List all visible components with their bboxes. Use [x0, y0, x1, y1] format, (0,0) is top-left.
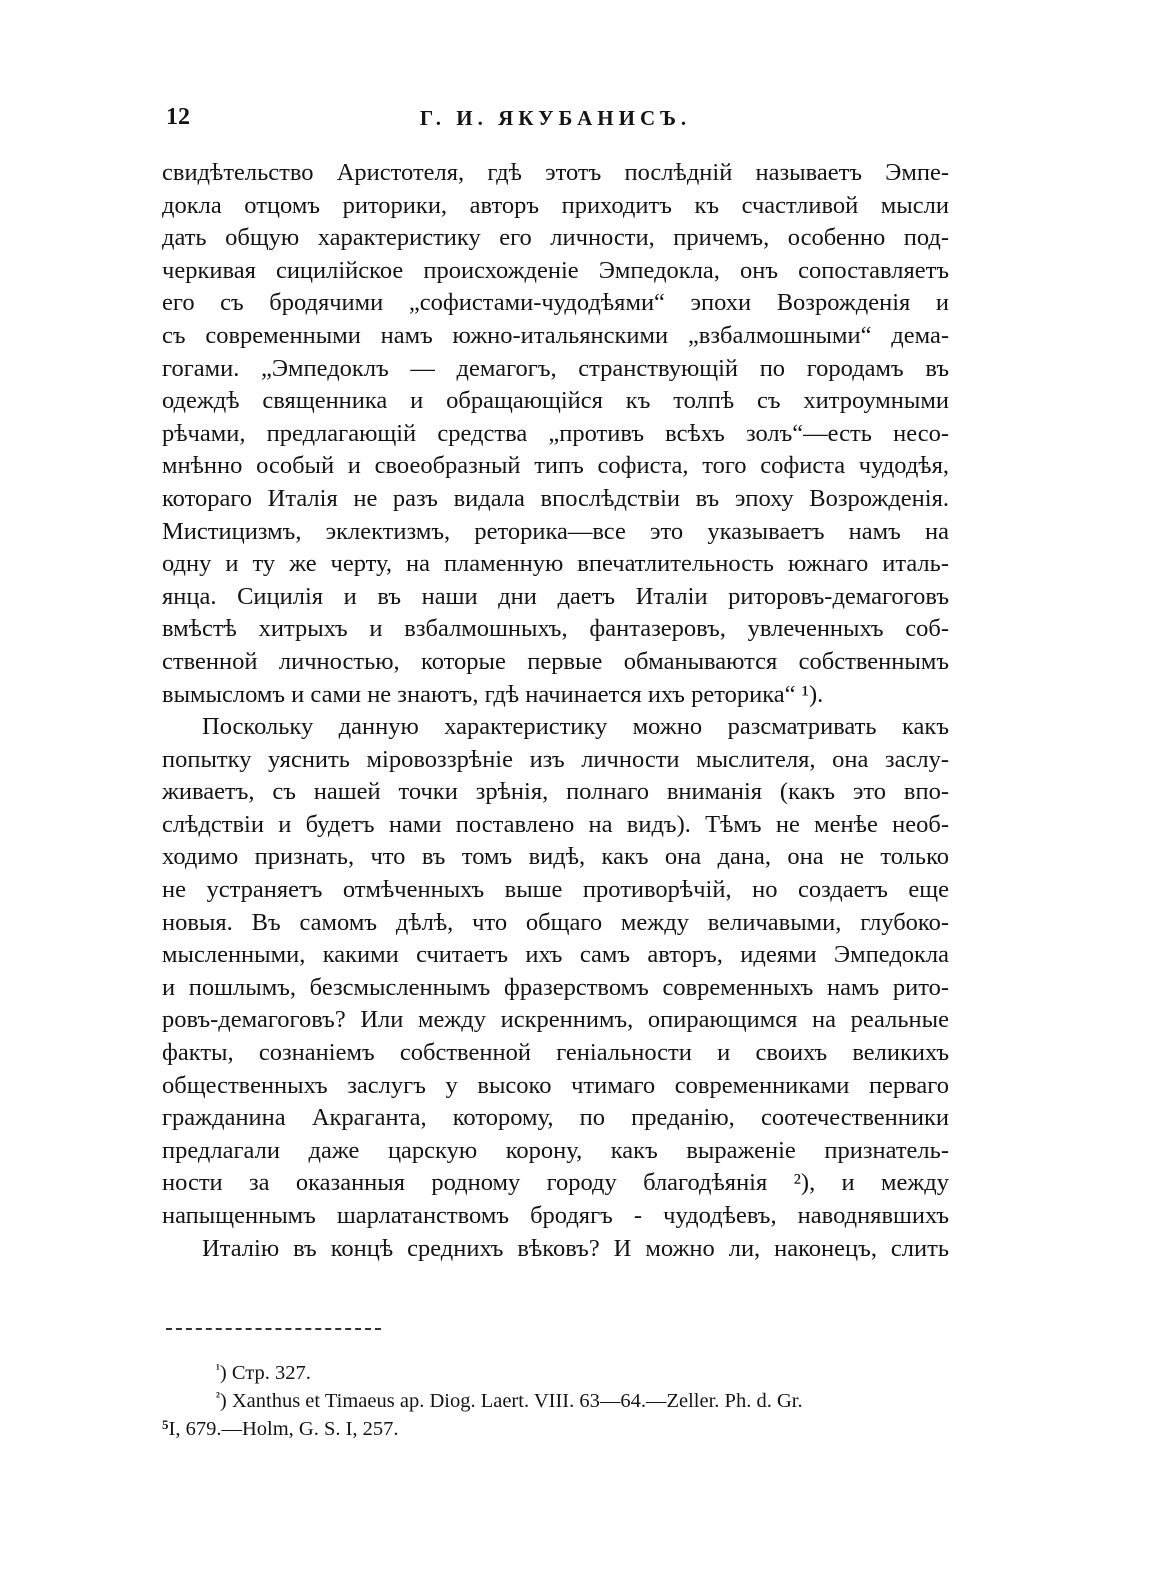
footnotes: [162, 1355, 949, 1439]
body-text: [162, 157, 949, 1265]
footnote-1: [162, 1355, 949, 1383]
running-head: Г. И. ЯКУБАНИСЪ.: [419, 106, 692, 130]
text-line: ности за оказанныя родному городу благодѣянiя ²), и между: [162, 1169, 949, 1197]
text-line: Италiю въ концѣ среднихъ вѣковъ? И можно ли, наконецъ, слить: [202, 1234, 949, 1262]
footnote-text: ) Стр. 327.: [219, 1362, 311, 1384]
text-line: и пошлымъ, безсмысленнымъ фразерствомъ современныхъ намъ рито-: [162, 973, 949, 1001]
text-line: новыя. Въ самомъ дѣлѣ, что общаго между величавыми, глубоко-: [162, 908, 949, 936]
text-line: гогами. „Эмпедоклъ — демагогъ, странствующiй по городамъ въ: [162, 354, 949, 382]
text-line: слѣдствiи и будетъ нами поставлено на видъ). Тѣмъ не менѣе необ-: [162, 810, 949, 838]
text-line: мысленными, какими считаетъ ихъ самъ авторъ, идеями Эмпедокла: [162, 941, 949, 969]
paragraph-end-line: вымысломъ и сами не знаютъ, гдѣ начинается ихъ реторика“ ¹).: [162, 680, 824, 708]
page-number: 12: [166, 104, 190, 130]
text-line: живаетъ, съ нашей точки зрѣнiя, полнаго вниманiя (какъ это впо-: [162, 778, 949, 806]
footnote-marker: ²: [216, 1389, 220, 1404]
text-line: факты, сознанiемъ собственной генiальности и своихъ великихъ: [162, 1039, 949, 1067]
page-header: [162, 104, 949, 138]
text-line: янца. Сицилiя и въ наши дни даетъ Италiи риторовъ-демагоговъ: [162, 582, 949, 610]
text-line: одеждѣ священника и обращающiйся къ толпѣ съ хитроумными: [162, 387, 949, 415]
footnote-divider: [166, 1328, 381, 1330]
text-line: съ современными намъ южно-итальянскими „взбалмошными“ дема-: [162, 321, 949, 349]
footnote-marker: ¹: [216, 1361, 220, 1376]
text-line: дать общую характеристику его личности, причемъ, особенно под-: [162, 224, 949, 252]
text-line: одну и ту же черту, на пламенную впечатлительность южнаго италь-: [162, 550, 949, 578]
text-line: вмѣстѣ хитрыхъ и взбалмошныхъ, фантазеровъ, увлеченныхъ соб-: [162, 615, 949, 643]
text-line: ровъ-демагоговъ? Или между искреннимъ, опирающимся на реальные: [162, 1006, 949, 1034]
text-line: свидѣтельство Аристотеля, гдѣ этотъ послѣднiй называетъ Эмпе-: [162, 159, 949, 186]
text-line: Мистицизмъ, эклектизмъ, реторика—все это указываетъ намъ на: [162, 517, 949, 545]
footnote-text: ) Xanthus et Timaeus ap. Diog. Laert. VIII. 63—64.—Zeller. Ph. d. Gr.: [219, 1390, 803, 1412]
text-line: ходимо признать, что въ томъ видѣ, какъ она дана, она не только: [162, 843, 949, 871]
footnote-text: I, 679.—Holm, G. S. I, 257.: [168, 1418, 399, 1440]
text-line: попытку уяснить мiровоззрѣнiе изъ личности мыслителя, она заслу-: [162, 745, 949, 773]
footnote-marker: 5: [162, 1417, 169, 1432]
text-line: общественныхъ заслугъ у высоко чтимаго современниками перваго: [162, 1071, 949, 1099]
text-line: ственной личностью, которые первые обманываются собственнымъ: [162, 647, 949, 675]
footnote-2-continuation: [162, 1411, 949, 1439]
footnote-2: [162, 1383, 949, 1411]
text-line: рѣчами, предлагающiй средства „противъ всѣхъ золъ“—есть несо-: [162, 419, 949, 447]
text-line: не устраняетъ отмѣченныхъ выше противорѣчiй, но создаетъ еще: [162, 876, 949, 904]
text-line: котораго Италiя не разъ видала впослѣдствiи въ эпоху Возрожденiя.: [162, 484, 949, 512]
text-line: докла отцомъ риторики, авторъ приходитъ къ счастливой мысли: [162, 191, 949, 219]
text-line: его съ бродячими „софистами-чудодѣями“ эпохи Возрожденiя и: [162, 289, 949, 317]
text-line: напыщеннымъ шарлатанствомъ бродягъ - чудодѣевъ, наводнявшихъ: [162, 1202, 949, 1229]
paragraph-start-line: Поскольку данную характеристику можно разсматривать какъ: [202, 713, 949, 741]
text-line: мнѣнно особый и своеобразный типъ софиста, того софиста чудодѣя,: [162, 452, 949, 480]
text-line: предлагали даже царскую корону, какъ выраженiе признатель-: [162, 1136, 949, 1164]
text-line: гражданина Акраганта, которому, по преданiю, соотечественники: [162, 1104, 949, 1132]
text-line: черкивая сицилiйское происхожденiе Эмпедокла, онъ сопоставляетъ: [162, 256, 949, 284]
